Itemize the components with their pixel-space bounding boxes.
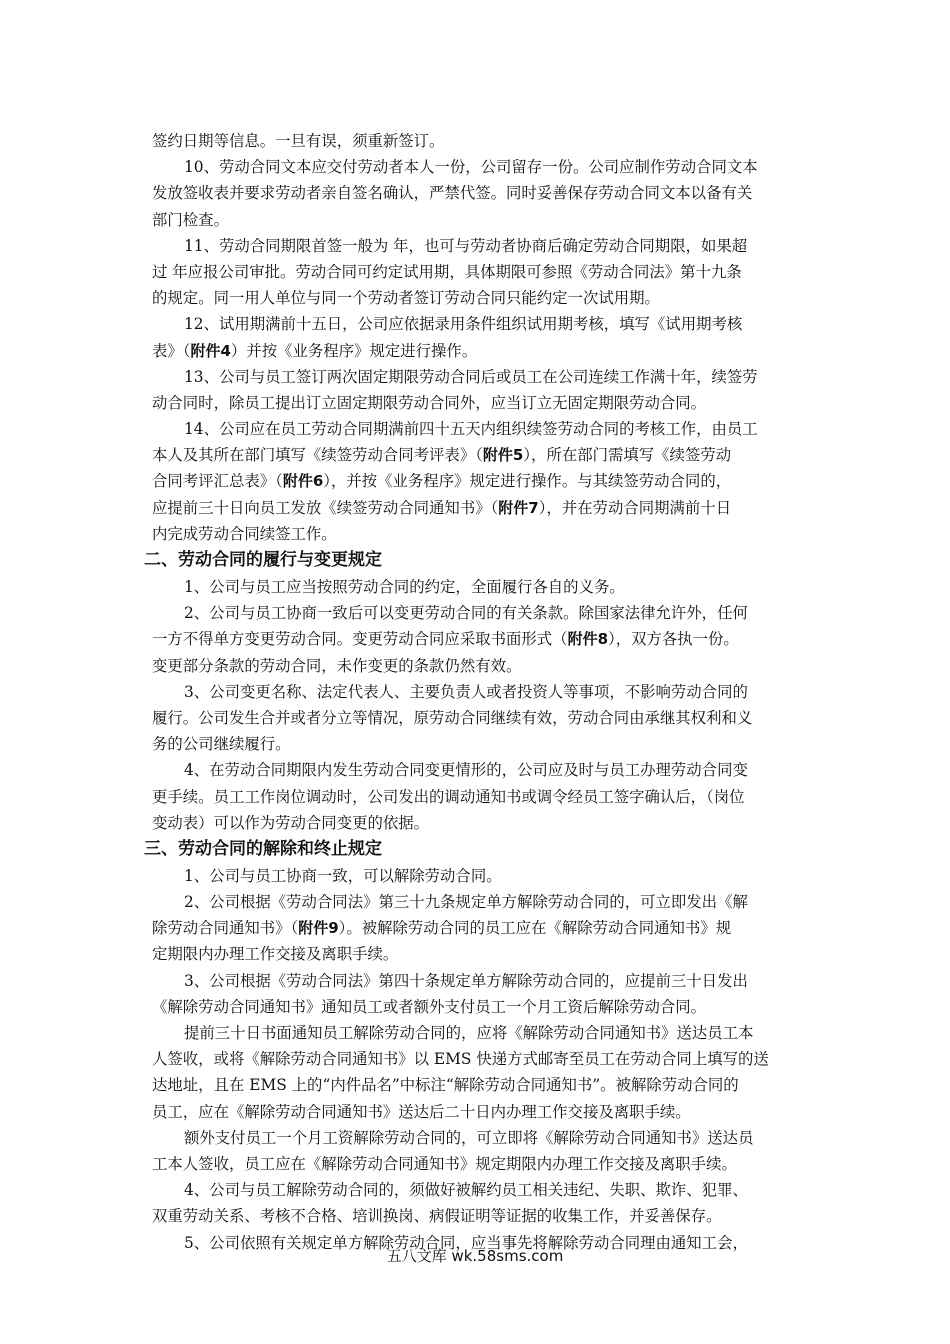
text-line: [152, 416, 812, 442]
text-run: 二、劳动合同的履行与变更规定: [144, 550, 382, 570]
text-run: 3、公司根据《劳动合同法》第四十条规定单方解除劳动合同的，应提前三十日发出: [184, 971, 748, 990]
text-line: [152, 941, 812, 967]
text-run: 合同考评汇总表》（: [152, 472, 283, 491]
attachment-reference: 附件7: [498, 498, 539, 517]
text-run: ）并按《业务程序》规定进行操作。: [230, 341, 478, 360]
text-run: ）。被解除劳动合同的员工应在《解除劳动合同通知书》规: [338, 919, 732, 938]
text-line: [152, 810, 812, 836]
text-run: ），并按《业务程序》规定进行操作。与其续签劳动合同的，: [323, 472, 732, 491]
text-line: [152, 968, 812, 994]
text-line: [152, 495, 812, 521]
text-run: 部门检查。: [152, 210, 229, 229]
text-run: 员工，应在《解除劳动合同通知书》送达后二十日内办理工作交接及离职手续。: [152, 1102, 691, 1121]
text-line: [152, 863, 812, 889]
text-line: [152, 338, 812, 364]
text-line: [152, 784, 812, 810]
text-run: 10、劳动合同文本应交付劳动者本人一份，公司留存一份。公司应制作劳动合同文本: [184, 158, 758, 177]
text-line: [152, 653, 812, 679]
text-line: [152, 468, 812, 494]
text-run: ），双方各执一份。: [608, 630, 739, 649]
text-line: [152, 285, 812, 311]
text-line: [152, 180, 812, 206]
text-line: [152, 1099, 812, 1125]
text-line: [152, 128, 812, 154]
text-line: [152, 705, 812, 731]
text-run: 履行。公司发生合并或者分立等情况，原劳动合同继续有效，劳动合同由承继其权利和义: [152, 708, 753, 727]
text-run: 过 年应报公司审批。劳动合同可约定试用期，具体期限可参照《劳动合同法》第十九条: [152, 262, 742, 281]
text-run: ），并在劳动合同期满前十日: [538, 498, 732, 517]
text-run: 5、公司依照有关规定单方解除劳动合同，应当事先将解除劳动合同理由通知工会，: [184, 1233, 748, 1252]
text-line: [152, 626, 812, 652]
text-line: [152, 600, 812, 626]
text-line: [152, 364, 812, 390]
text-run: 3、公司变更名称、法定代表人、主要负责人或者投资人等事项，不影响劳动合同的: [184, 682, 748, 701]
text-run: 更手续。员工工作岗位调动时，公司发出的调动通知书或调令经员工签字确认后，（岗位: [152, 787, 745, 806]
text-run: 签约日期等信息。一旦有误，须重新签订。: [152, 132, 445, 150]
text-run: 人签收，或将《解除劳动合同通知书》以 EMS 快递方式邮寄至员工在劳动合同上填写的送: [152, 1050, 769, 1069]
text-line: [152, 915, 812, 941]
text-run: 的规定。同一用人单位与同一个劳动者签订劳动合同只能约定一次试用期。: [152, 289, 660, 308]
text-line: [152, 889, 812, 915]
text-run: 三、劳动合同的解除和终止规定: [144, 838, 382, 859]
text-line: [152, 521, 812, 547]
text-line: [152, 1046, 812, 1072]
text-line: [152, 1151, 812, 1177]
text-run: 11、劳动合同期限首签一般为 年，也可与劳动者协商后确定劳动合同期限，如果超: [184, 236, 748, 255]
text-line: [152, 154, 812, 180]
attachment-reference: 附件6: [282, 472, 324, 491]
text-run: ），所在部门需填写《续签劳动: [523, 446, 732, 465]
attachment-reference: 附件4: [190, 341, 231, 360]
text-line: [152, 1177, 812, 1203]
text-line: [152, 1020, 812, 1046]
text-run: 除劳动合同通知书》（: [152, 919, 299, 938]
text-run: 务的公司继续履行。: [152, 735, 291, 754]
text-run: 13、公司与员工签订两次固定期限劳动合同后或员工在公司连续工作满十年，续签劳: [184, 367, 758, 386]
text-run: 12、试用期满前十五日，公司应依据录用条件组织试用期考核，填写《试用期考核: [184, 315, 743, 334]
text-run: 达地址，且在 EMS 上的“内件品名”中标注“解除劳动合同通知书”。被解除劳动合同的: [152, 1076, 739, 1095]
text-run: 发放签收表并要求劳动者亲自签名确认，严禁代签。同时妥善保存劳动合同文本以备有关: [152, 184, 753, 203]
text-run: 1、公司与员工应当按照劳动合同的约定，全面履行各自的义务。: [184, 578, 625, 596]
text-run: 《解除劳动合同通知书》通知员工或者额外支付员工一个月工资后解除劳动合同。: [152, 997, 707, 1016]
text-run: 定期限内办理工作交接及离职手续。: [152, 945, 399, 964]
text-line: [152, 574, 812, 600]
text-run: 动合同时，除员工提出订立固定期限劳动合同外，应当订立无固定期限劳动合同。: [152, 393, 707, 412]
text-run: 内完成劳动合同续签工作。: [152, 524, 337, 543]
text-line: [152, 1125, 812, 1151]
text-line: [152, 994, 812, 1020]
attachment-reference: 附件8: [567, 630, 608, 649]
text-run: 4、公司与员工解除劳动合同的，须做好被解约员工相关违纪、失职、欺诈、犯罪、: [184, 1181, 748, 1200]
text-line: [152, 233, 812, 259]
text-line: [152, 259, 812, 285]
text-line: [152, 679, 812, 705]
attachment-reference: 附件5: [482, 446, 524, 465]
text-line: [152, 757, 812, 783]
section-heading: [144, 547, 812, 574]
text-run: 14、公司应在员工劳动合同期满前四十五天内组织续签劳动合同的考核工作，由员工: [184, 420, 758, 439]
text-run: 一方不得单方变更劳动合同。变更劳动合同应采取书面形式（: [152, 630, 568, 649]
text-run: 双重劳动关系、考核不合格、培训换岗、病假证明等证据的收集工作，并妥善保存。: [152, 1207, 722, 1226]
text-run: 额外支付员工一个月工资解除劳动合同的，可立即将《解除劳动合同通知书》送达员: [184, 1128, 754, 1147]
text-run: 变动表）可以作为劳动合同变更的依据。: [152, 813, 430, 832]
text-line: [152, 390, 812, 416]
text-run: 1、公司与员工协商一致，可以解除劳动合同。: [184, 866, 502, 885]
text-run: 应提前三十日向员工发放《续签劳动合同通知书》（: [152, 498, 499, 517]
text-line: [152, 1072, 812, 1098]
section-heading: [144, 836, 812, 863]
text-run: 工本人签收，员工应在《解除劳动合同通知书》规定期限内办理工作交接及离职手续。: [152, 1154, 737, 1173]
attachment-reference: 附件9: [298, 919, 339, 938]
text-run: 4、在劳动合同期限内发生劳动合同变更情形的，公司应及时与员工办理劳动合同变: [184, 761, 748, 780]
document-body: [144, 128, 812, 1256]
text-line: [152, 731, 812, 757]
text-run: 变更部分条款的劳动合同，未作变更的条款仍然有效。: [152, 656, 522, 675]
text-run: 本人及其所在部门填写《续签劳动合同考评表》（: [152, 446, 483, 465]
page-footer: 五八文库 wk.58sms.com: [386, 1247, 564, 1265]
text-line: [152, 207, 812, 233]
text-run: 提前三十日书面通知员工解除劳动合同的，应将《解除劳动合同通知书》送达员工本: [184, 1024, 754, 1042]
text-run: 2、公司与员工协商一致后可以变更劳动合同的有关条款。除国家法律允许外，任何: [184, 604, 748, 623]
text-run: 2、公司根据《劳动合同法》第三十九条规定单方解除劳动合同的，可立即发出《解: [184, 893, 748, 912]
text-run: 表》（: [152, 341, 191, 360]
text-line: [152, 311, 812, 337]
text-line: [152, 442, 812, 468]
text-line: [152, 1203, 812, 1229]
